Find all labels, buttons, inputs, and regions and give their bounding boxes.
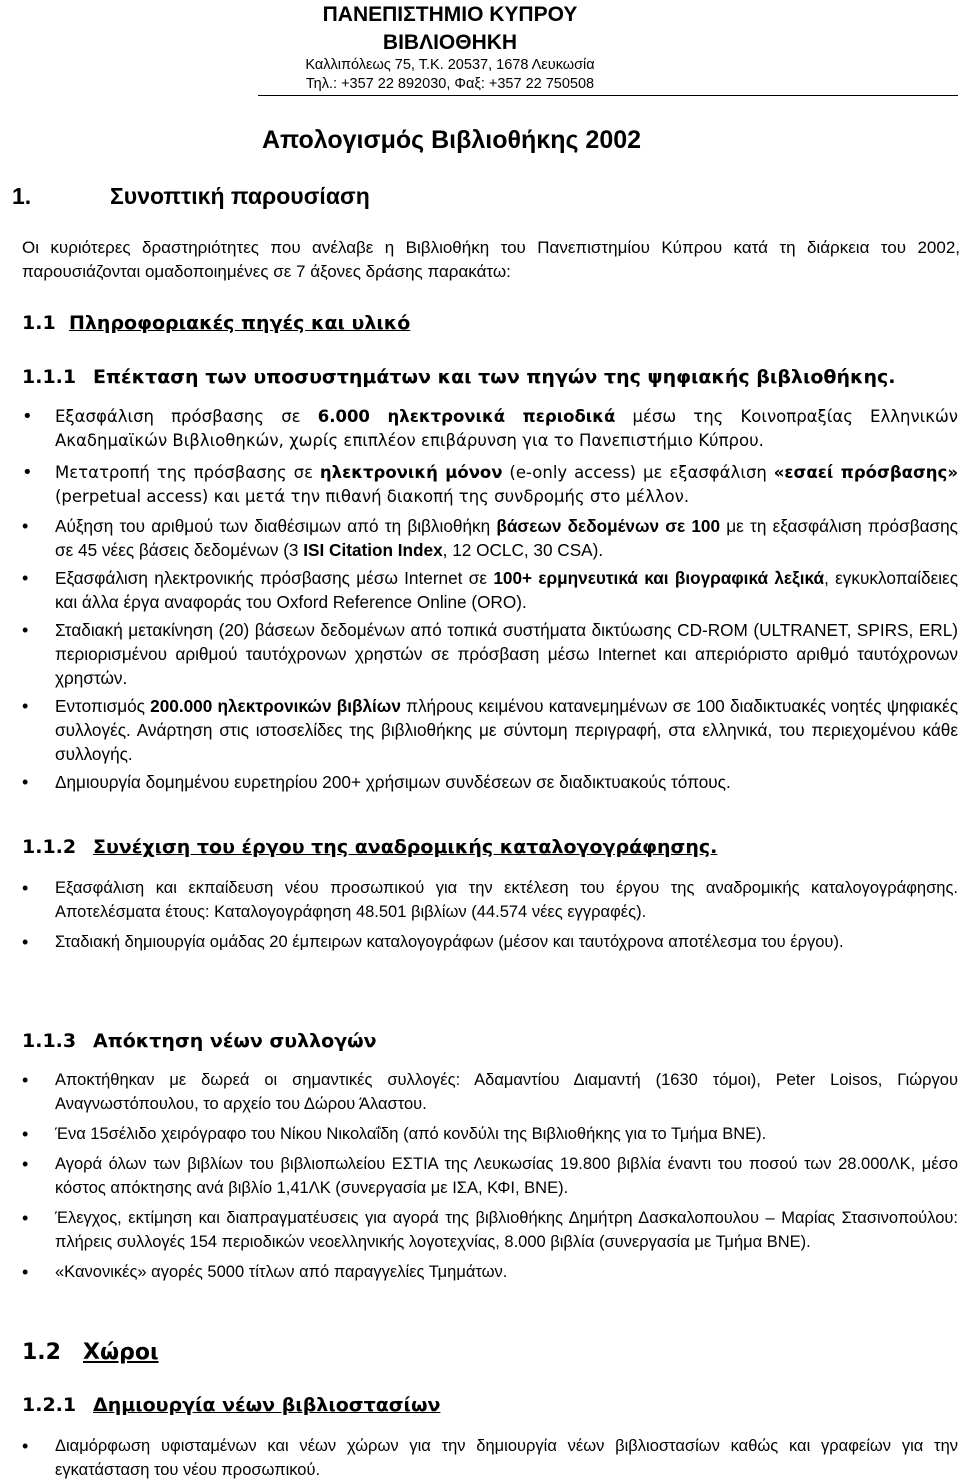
section-1-1-3-list <box>22 1068 958 1284</box>
section-title: Χώροι <box>83 1340 159 1365</box>
section-1-1-2-list <box>22 876 958 954</box>
section-number: 1.1 <box>22 312 56 334</box>
list-item: • Ένα 15σέλιδο χειρόγραφο του Νίκου Νικολαΐδη (από κονδύλι της Βιβλιοθήκης για το Τμήμα ΒΝΕ). <box>22 1122 958 1146</box>
address: Καλλιπόλεως 75, Τ.Κ. 20537, 1678 Λευκωσία <box>305 57 595 73</box>
university-name: ΠΑΝΕΠΙΣΤΗΜΙΟ ΚΥΠΡΟΥ <box>322 3 578 26</box>
list-item: • Αγορά όλων των βιβλίων του βιβλιοπωλείου ΕΣΤΙΑ της Λευκωσίας 19.800 βιβλία έναντι του ποσού των 28.000ΛΚ, μέσο κόστος απόκτησης ανά βιβλίο 1,41ΛΚ (συνεργασία με ΙΣΑ, ΚΦΙ, ΒΝΕ). <box>22 1152 958 1200</box>
list-item: • Μετατροπή της πρόσβασης σε ηλεκτρονική μόνον (e-only access) με εξασφάλιση «εσαεί πρόσβασης» (perpetual access) και μετά την πιθανή διακοπή της συνδρομής στο μέλλον. <box>22 461 958 509</box>
section-1-1-heading <box>22 312 410 334</box>
section-number: 1.1.1 <box>22 366 77 388</box>
list-item: • Σταδιακή δημιουργία ομάδας 20 έμπειρων καταλογογράφων (μέσον και ταυτόχρονα αποτέλεσμα του έργου). <box>22 930 958 954</box>
section-title: Συνέχιση του έργου της αναδρομικής καταλογογράφησης. <box>93 836 718 858</box>
list-item: • Εξασφάλιση πρόσβασης σε 6.000 ηλεκτρονικά περιοδικά μέσω της Κοινοπραξίας Ελληνικών Ακαδημαϊκών Βιβλιοθηκών, χωρίς επιπλέον επιβάρυνση για το Πανεπιστήμιο Κύπρου. <box>22 405 958 453</box>
section-title: Απόκτηση νέων συλλογών <box>93 1030 377 1052</box>
section-1-2-1-heading <box>22 1394 440 1416</box>
section-title: Πληροφοριακές πηγές και υλικό <box>69 312 411 334</box>
library-name: ΒΙΒΛΙΟΘΗΚΗ <box>382 31 518 54</box>
section-1-1-1-heading <box>22 366 895 388</box>
list-item: • Σταδιακή μετακίνηση (20) βάσεων δεδομένων από τοπικά συστήματα δικτύωσης CD-ROM (ULTRANET, SPIRS, ERL) περιορισμένου αριθμού ταυτόχρονων χρηστών σε πρόσβαση μέσω Internet και απεριόριστο αριθμό ταυτόχρονων χρηστών. <box>22 618 958 690</box>
list-item: • «Κανονικές» αγορές 5000 τίτλων από παραγγελίες Τμημάτων. <box>22 1260 958 1284</box>
list-item: • Αποκτήθηκαν με δωρεά οι σημαντικές συλλογές: Αδαμαντίου Διαμαντή (1630 τόμοι), Peter Loisos, Γιώργου Αναγνωστόπουλου, το αρχείο του Δώρου Άλαστου. <box>22 1068 958 1116</box>
section-number: 1. <box>12 183 32 209</box>
section-1-1-2-heading <box>22 836 717 858</box>
section-1-1-3-heading <box>22 1030 377 1052</box>
section-number: 1.2.1 <box>22 1394 77 1416</box>
list-item: • Εντοπισμός 200.000 ηλεκτρονικών βιβλίων πλήρους κειμένου κατανεμημένων σε 100 διαδικτυακές νοητές ψηφιακές συλλογές. Ανάρτηση στις ιστοσελίδες της βιβλιοθήκης με σύντομη περιγραφή, στα ελληνικά, του περιεχομένου κάθε συλλογής. <box>22 694 958 766</box>
page-header <box>250 0 650 94</box>
section-title: Συνοπτική παρουσίαση <box>110 183 370 209</box>
header-divider <box>258 95 958 96</box>
section-1-heading <box>12 183 370 210</box>
section-number: 1.1.2 <box>22 836 77 858</box>
list-item: • Εξασφάλιση ηλεκτρονικής πρόσβασης μέσω Internet σε 100+ ερμηνευτικά και βιογραφικά λεξικά, εγκυκλοπαίδειες και άλλα έργα αναφοράς του Oxford Reference Online (ORO). <box>22 566 958 614</box>
section-title: Δημιουργία νέων βιβλιοστασίων <box>93 1394 441 1416</box>
list-item: • Δημιουργία δομημένου ευρετηρίου 200+ χρήσιμων συνδέσεων σε διαδικτυακούς τόπους. <box>22 770 958 794</box>
section-1-2-heading <box>22 1340 159 1365</box>
list-item: • Αύξηση του αριθμού των διαθέσιμων από τη βιβλιοθήκη βάσεων δεδομένων σε 100 με τη εξασφάλιση πρόσβασης σε 45 νέες βάσεις δεδομένων (3 ISI Citation Index, 12 OCLC, 30 CSA). <box>22 514 958 562</box>
list-item: • Έλεγχος, εκτίμηση και διαπραγματέυσεις για αγορά της βιβλιοθήκης Δημήτρη Δασκαλοπουλου – Μαρίας Στασινοπούλου: πλήρεις συλλογές 154 περιοδικών νεοελληνικής λογοτεχνίας, 8.000 βιβλία (συνεργασία με Τμήμα ΒΝΕ). <box>22 1206 958 1254</box>
section-number: 1.1.3 <box>22 1030 77 1052</box>
contact-info: Τηλ.: +357 22 892030, Φαξ: +357 22 750508 <box>305 76 595 92</box>
section-1-1-1-list <box>22 405 958 794</box>
document-title: Απολογισμός Βιβλιοθήκης 2002 <box>262 126 642 154</box>
section-number: 1.2 <box>22 1340 61 1365</box>
section-1-2-1-list <box>22 1434 958 1482</box>
intro-paragraph: Οι κυριότερες δραστηριότητες που ανέλαβε η Βιβλιοθήκη του Πανεπιστημίου Κύπρου κατά τη διάρκεια του 2002, παρουσιάζονται ομαδοποιημένες σε 7 άξονες δράσης παρακάτω: <box>22 238 960 281</box>
list-item: • Διαμόρφωση υφισταμένων και νέων χώρων για την δημιουργία νέων βιβλιοστασίων καθώς και γραφείων για την εγκατάσταση του νέου προσωπικού. <box>22 1434 958 1482</box>
list-item: • Εξασφάλιση και εκπαίδευση νέου προσωπικού για την εκτέλεση του έργου της αναδρομικής καταλογογράφησης. Αποτελέσματα έτους: Καταλογογράφηση 48.501 βιβλίων (44.574 νέες εγγραφές). <box>22 876 958 924</box>
section-title: Επέκταση των υποσυστημάτων και των πηγών της ψηφιακής βιβλιοθήκης. <box>93 366 896 388</box>
